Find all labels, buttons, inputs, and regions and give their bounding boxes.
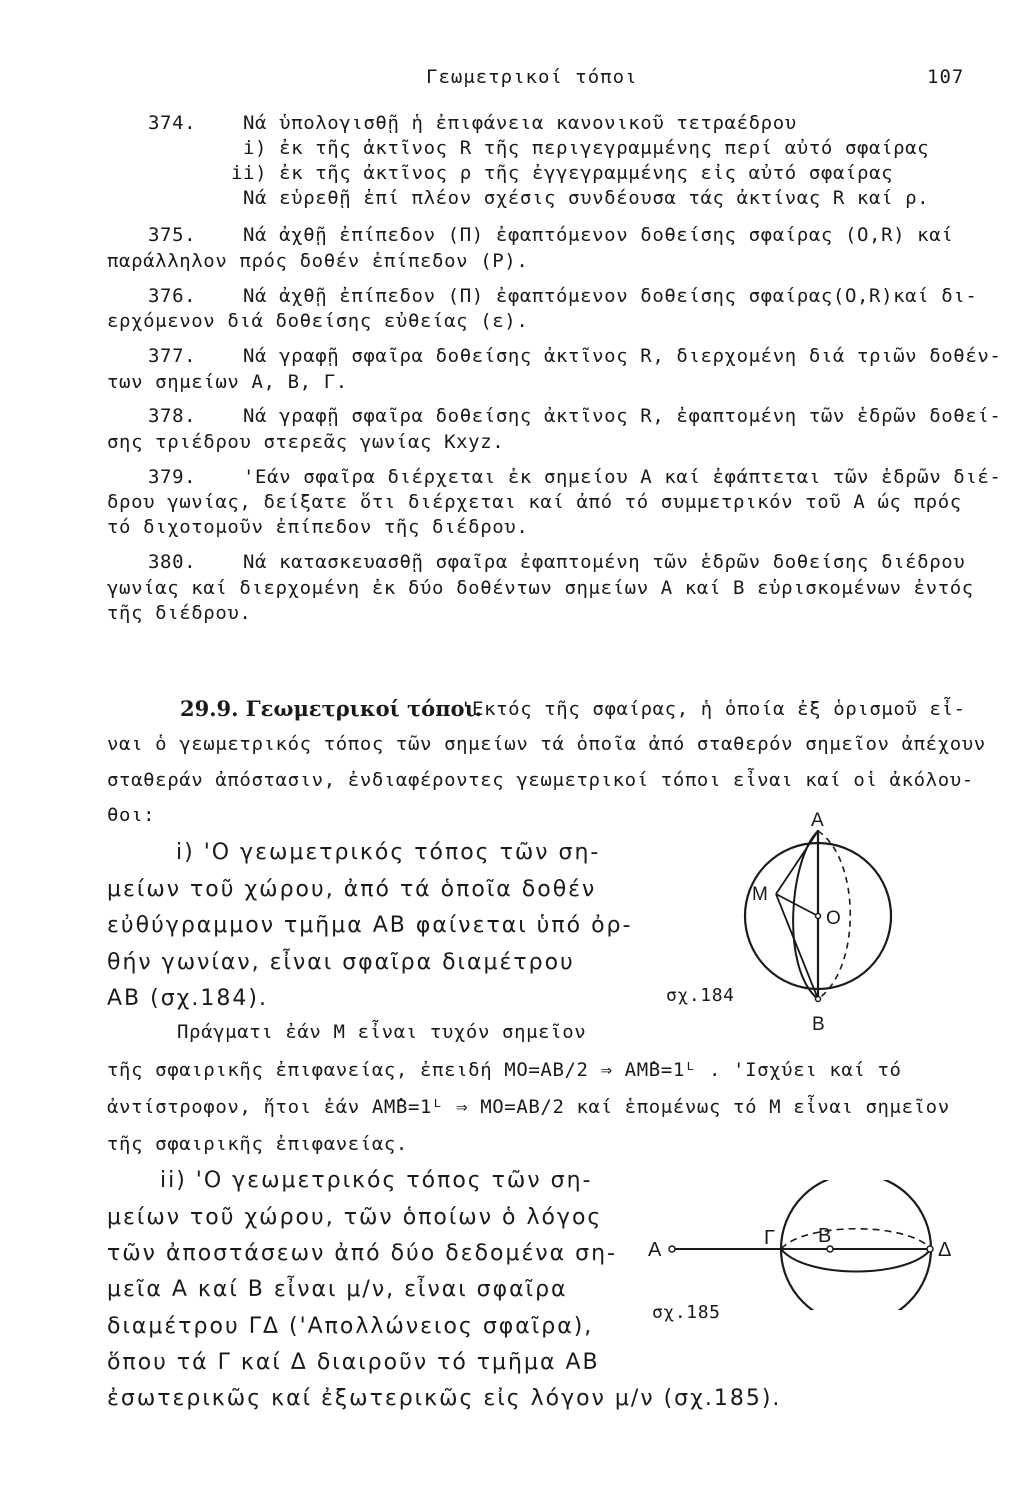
point-a <box>669 1246 675 1252</box>
section-intro-line: θοι: <box>107 804 156 826</box>
segment-mo <box>776 894 818 916</box>
sphere-outline <box>781 1180 931 1310</box>
exercise-number-380: 380. <box>148 551 197 573</box>
item2-line: ii) 'Ο γεωμετρικός τόπος τῶν ση- <box>160 1168 593 1193</box>
exercise-380-line: τῆς διέδρου. <box>107 602 252 624</box>
segment-mb <box>776 894 818 999</box>
label-delta: Δ <box>938 1239 952 1261</box>
proof-line: Πράγματι ἐάν Μ εἶναι τυχόν σημεῖον <box>177 1021 587 1043</box>
item1-line: εὐθύγραμμον τμῆμα ΑΒ φαίνεται ὑπό ὀρ- <box>107 913 633 938</box>
exercise-number-375: 375. <box>148 224 197 246</box>
item2-line: ἐσωτερικῶς καί ἐξωτερικῶς εἰς λόγον μ/ν (σχ.185). <box>107 1386 782 1411</box>
exercise-380-line: γωνίας καί διερχομένη ἐκ δύο δοθέντων σημείων Α καί Β εὑρισκομένων ἐντός <box>107 577 974 599</box>
exercise-380-line: Νά κατασκευασθῇ σφαῖρα ἐφαπτομένη τῶν ἑδρῶν δοθείσης διέδρου <box>243 551 966 573</box>
exercise-377-line: των σημείων Α, Β, Γ. <box>107 371 348 393</box>
item1-line: μείων τοῦ χώρου, ἀπό τά ὁποῖα δοθέν <box>107 877 597 902</box>
label-a: A <box>648 1239 662 1261</box>
label-a: A <box>811 810 824 831</box>
proof-line: ἀντίστροφον, ἤτοι ἐάν ΑΜ̂Β=1ᴸ ⇒ ΜΟ=ΑΒ/2 καί ἑπομένως τό Μ εἶναι σημεῖον <box>107 1096 950 1118</box>
item1-line: i) 'Ο γεωμετρικός τόπος τῶν ση- <box>176 840 601 865</box>
exercise-375-line: παράλληλον πρός δοθέν ἐπίπεδον (P). <box>107 250 529 272</box>
exercise-374-line: Νά ὑπολογισθῇ ἡ ἐπιφάνεια κανονικοῦ τετραέδρου <box>243 112 797 134</box>
exercise-374-line: i) ἐκ τῆς ἀκτῖνος R τῆς περιγεγραμμένης περί αὐτό σφαίρας <box>243 137 930 159</box>
item1-line: θήν γωνίαν, εἶναι σφαῖρα διαμέτρου <box>107 950 575 975</box>
figure-185 <box>640 1180 980 1310</box>
exercise-374-line: Νά εὑρεθῇ ἐπί πλέον σχέσις συνδέουσα τάς ἀκτίνας R καί ρ. <box>243 187 930 209</box>
exercise-379-line: τό διχοτομοῦν ἐπίπεδον τῆς διέδρου. <box>107 516 529 538</box>
exercise-378-line: σης τριέδρου στερεᾶς γωνίας Kxyz. <box>107 431 505 453</box>
point-o <box>816 914 821 919</box>
item2-line: ὅπου τά Γ καί Δ διαιροῦν τό τμῆμα ΑΒ <box>107 1350 600 1375</box>
label-b: B <box>812 1014 825 1035</box>
label-m: M <box>752 884 768 905</box>
exercise-number-378: 378. <box>148 405 197 427</box>
item2-line: τῶν ἀποστάσεων ἀπό δύο δεδομένα ση- <box>107 1241 617 1266</box>
exercise-379-line: 'Εάν σφαῖρα διέρχεται ἐκ σημείου Α καί ἐφάπτεται τῶν ἑδρῶν διέ- <box>243 466 1002 488</box>
figure-184-caption: σχ.184 <box>666 985 735 1006</box>
equator-front <box>781 1249 931 1272</box>
exercise-number-377: 377. <box>148 345 197 367</box>
exercise-376-line: Νά ἀχθῇ ἐπίπεδον (Π) ἐφαπτόμενον δοθείσης σφαίρας(O,R)καί δι- <box>243 285 978 307</box>
exercise-377-line: Νά γραφῇ σφαῖρα δοθείσης ἀκτῖνος R, διερχομένη διά τριῶν δοθέν- <box>243 345 1002 367</box>
section-heading: 29.9. Γεωμετρικοί τόποι. <box>180 696 483 721</box>
exercise-376-line: ερχόμενον διά δοθείσης εὐθείας (ε). <box>107 310 529 332</box>
label-b: B <box>818 1225 832 1247</box>
exercise-number-374: 374. <box>148 112 197 134</box>
page-number: 107 <box>927 66 965 88</box>
exercise-number-376: 376. <box>148 285 197 307</box>
exercise-374-line: ii) ἐκ τῆς ἀκτῖνος ρ τῆς ἐγγεγραμμένης εἰς αὐτό σφαίρας <box>231 162 894 184</box>
point-d <box>927 1246 933 1252</box>
item1-line: ΑΒ (σχ.184). <box>107 986 268 1011</box>
proof-line: τῆς σφαιρικῆς ἐπιφανείας, ἐπειδή ΜΟ=ΑΒ/2 ⇒ ΑΜ̂Β=1ᴸ . 'Ισχύει καί τό <box>107 1059 902 1081</box>
section-intro-line: 'Εκτός τῆς σφαίρας, ἡ ὁποία ἐξ ὁρισμοῦ εἶ- <box>460 698 966 720</box>
running-head: Γεωμετρικοί τόποι <box>426 66 638 88</box>
section-intro-line: σταθεράν ἀπόστασιν, ἐνδιαφέροντες γεωμετρικοί τόποι εἶναι καί οἱ ἀκόλου- <box>107 769 974 791</box>
label-o: O <box>826 908 841 929</box>
point-b <box>816 997 821 1002</box>
exercise-378-line: Νά γραφῇ σφαῖρα δοθείσης ἀκτῖνος R, ἐφαπτομένη τῶν ἑδρῶν δοθεί- <box>243 405 1002 427</box>
section-intro-line: ναι ὁ γεωμετρικός τόπος τῶν σημείων τά ὁποῖα ἀπό σταθερόν σημεῖον ἀπέχουν <box>107 733 986 755</box>
figure-185-caption: σχ.185 <box>652 1302 721 1323</box>
label-gamma: Γ <box>764 1227 776 1249</box>
figure-184 <box>730 808 910 1036</box>
item2-line: μεῖα Α καί Β εἶναι μ/ν, εἶναι σφαῖρα <box>107 1277 568 1302</box>
item2-line: μείων τοῦ χώρου, τῶν ὁποίων ὁ λόγος <box>107 1205 603 1230</box>
equator-back <box>781 1229 931 1249</box>
proof-line: τῆς σφαιρικῆς ἐπιφανείας. <box>107 1133 408 1155</box>
exercise-379-line: δρου γωνίας, δείξατε ὅτι διέρχεται καί ἀπό τό συμμετρικόν τοῦ Α ώς πρός <box>107 491 962 513</box>
exercise-375-line: Νά ἀχθῇ ἐπίπεδον (Π) ἐφαπτόμενον δοθείσης σφαίρας (O,R) καί <box>243 224 954 246</box>
item2-line: διαμέτρου ΓΔ ('Απολλώνειος σφαῖρα), <box>107 1314 594 1339</box>
exercise-number-379: 379. <box>148 466 197 488</box>
